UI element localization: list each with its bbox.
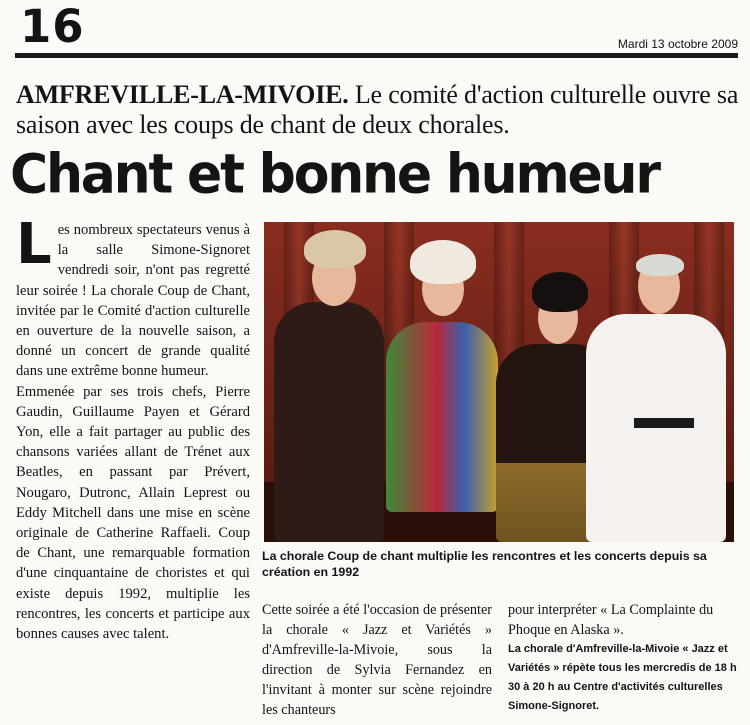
drop-cap: L bbox=[16, 220, 52, 277]
singer-4 bbox=[586, 222, 726, 542]
choir-photo bbox=[264, 222, 734, 542]
article-column-left bbox=[16, 220, 250, 720]
article-paragraph-4: pour interpréter « La Complainte du Phoque en Alaska ». bbox=[508, 602, 714, 638]
article-column-right bbox=[508, 600, 740, 716]
headline: Chant et bonne humeur bbox=[10, 143, 659, 207]
header-rule bbox=[15, 53, 738, 58]
singer-2 bbox=[386, 222, 501, 542]
kicker-place: AMFREVILLE-LA-MIVOIE. bbox=[16, 80, 349, 109]
photo-caption: La chorale Coup de chant multiplie les rencontres et les concerts depuis sa création en 1992 bbox=[262, 549, 707, 579]
kicker bbox=[16, 80, 741, 140]
singer-1 bbox=[274, 222, 384, 542]
rehearsal-schedule: La chorale d'Amfreville-la-Mivoie « Jazz et Variétés » répète tous les mercredis de 18 h 30 à 20 h au Centre d'activités culturelles Simone-Signoret. bbox=[508, 643, 737, 712]
article-paragraph-1: Les nombreux spectateurs venus à la salle Simone-Signoret vendredi soir, n'ont pas regretté leur soirée ! La chorale Coup de Chant, invitée par le Comité d'action culturelle en ouverture de la nouvelle saison, a donné un concert de grande qualité dans une extrême bonne humeur. bbox=[16, 220, 250, 380]
article-column-middle: Cette soirée a été l'occasion de présenter la chorale « Jazz et Variétés » d'Amfreville-la-Mivoie, sous la direction de Sylvia Fernandez en l'invitant à monter sur scène rejoindre les chanteurs bbox=[262, 602, 492, 718]
issue-date: Mardi 13 octobre 2009 bbox=[617, 37, 738, 51]
kicker-text: Le comité d'action culturelle ouvre sa saison avec les coups de chant de deux chorales. bbox=[16, 80, 739, 139]
article-paragraph-2: Emmenée par ses trois chefs, Pierre Gaudin, Guillaume Payen et Gérard Yon, elle a fait partager au public des chansons variées allant de Trénet aux Beatles, en passant par Prévert, Nougaro, Dutronc, Allain Leprest ou Eddy Mitchell dans une mise en scène originale de Catherine Raffaeli. Coup de Chant, une remarquable formation d'une cinquantaine de choristes et qui existe depuis 1992, multiplie les rencontres, les concerts et participe aux bonnes causes avec talent. bbox=[16, 383, 250, 643]
page-number: 16 bbox=[20, 0, 85, 53]
